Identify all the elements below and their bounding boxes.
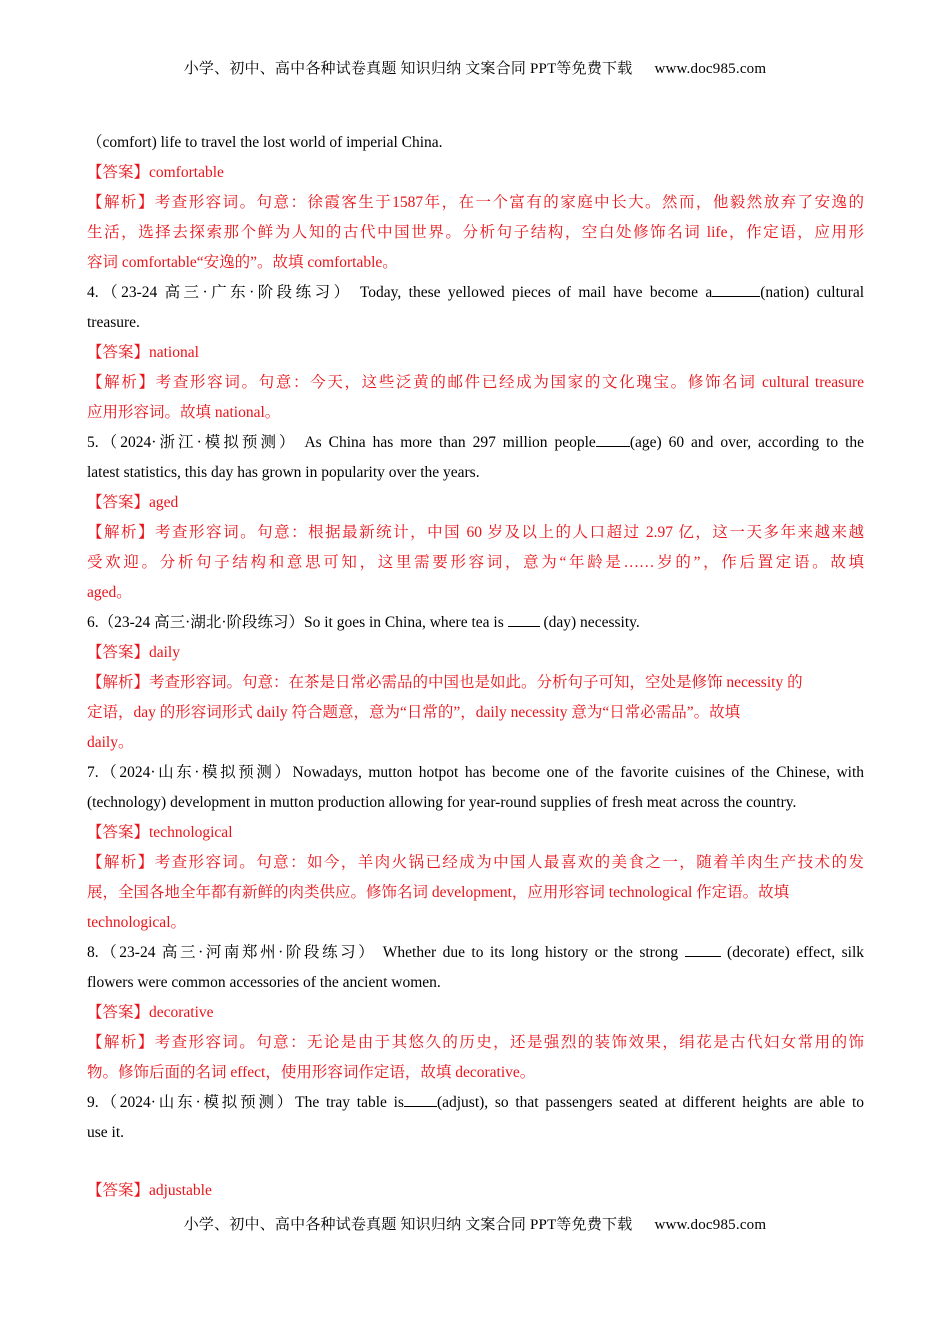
page-content — [87, 128, 864, 1206]
answer-3: 【答案】comfortable — [87, 164, 224, 181]
analysis-5-line-1: 【解析】考查形容词。句意：根据最新统计，中国 60 岁及以上的人口超过 2.97 亿，这一天多年来越来越 — [87, 524, 864, 541]
answer-8: 【答案】decorative — [87, 1004, 214, 1021]
analysis-5-line-2: 受欢迎。分析句子结构和意思可知，这里需要形容词，意为“年龄是……岁的”，作后置定语。故填 — [87, 554, 864, 571]
answer-5: 【答案】aged — [87, 494, 179, 511]
question-9-line-1: 9.（2024·山东·模拟预测）The tray table is (adjust), so that passengers seated at different heights are able to — [87, 1094, 864, 1111]
question-9-line-2: use it. — [87, 1124, 125, 1141]
answer-blank[interactable] — [685, 942, 721, 957]
question-5-line-2: latest statistics, this day has grown in popularity over the years. — [87, 464, 480, 481]
header-text: 小学、初中、高中各种试卷真题 知识归纳 文案合同 PPT等免费下载 — [183, 61, 633, 77]
analysis-5-line-3: aged。 — [87, 584, 132, 601]
analysis-6-line-2: 定语，day 的形容词形式 daily 符合题意，意为“日常的”，daily necessity 意为“日常必需品”。故填 — [87, 704, 741, 721]
header-url[interactable]: www.doc985.com — [654, 61, 767, 77]
question-7-line-1: 7.（2024·山东·模拟预测）Nowadays, mutton hotpot has become one of the favorite cuisines of the Chinese, with — [87, 764, 864, 781]
analysis-7-line-1: 【解析】考查形容词。句意：如今，羊肉火锅已经成为中国人最喜欢的美食之一，随着羊肉生产技术的发 — [87, 854, 864, 871]
footer-text: 小学、初中、高中各种试卷真题 知识归纳 文案合同 PPT等免费下载 — [183, 1217, 633, 1233]
analysis-8-line-2: 物。修饰后面的名词 effect，使用形容词作定语，故填 decorative。 — [87, 1064, 536, 1081]
answer-6: 【答案】daily — [87, 644, 180, 661]
page-header — [0, 57, 950, 78]
question-6-line-1: 6.（23-24 高三·湖北·阶段练习）So it goes in China, where tea is (day) necessity. — [87, 614, 640, 631]
analysis-8-line-1: 【解析】考查形容词。句意：无论是由于其悠久的历史，还是强烈的装饰效果，绢花是古代妇女常用的饰 — [87, 1034, 864, 1051]
question-8-line-1: 8.（23-24 高三·河南郑州·阶段练习） Whether due to its long history or the strong (decorate) effect, silk — [87, 944, 864, 961]
analysis-6-line-3: daily。 — [87, 734, 134, 751]
analysis-3-line-2: 生活，选择去探索那个鲜为人知的古代中国世界。分析句子结构，空白处修饰名词 life，作定语，应用形 — [87, 224, 864, 241]
page-footer — [0, 1213, 950, 1234]
answer-blank[interactable] — [596, 432, 630, 447]
answer-blank[interactable] — [712, 282, 760, 297]
analysis-7-line-2: 展，全国各地全年都有新鲜的肉类供应。修饰名词 development，应用形容词 technological 作定语。故填 — [87, 884, 790, 901]
answer-blank[interactable] — [508, 612, 540, 627]
analysis-3-line-3: 容词 comfortable“安逸的”。故填 comfortable。 — [87, 254, 398, 271]
footer-url[interactable]: www.doc985.com — [654, 1217, 767, 1233]
question-4-line-2: treasure. — [87, 314, 140, 331]
spacer — [87, 1148, 864, 1176]
question-4-line-1: 4.（23-24 高三·广东·阶段练习） Today, these yellowed pieces of mail have become a (nation) cultural — [87, 284, 864, 301]
analysis-4-line-1: 【解析】考查形容词。句意：今天，这些泛黄的邮件已经成为国家的文化瑰宝。修饰名词 cultural treasure — [87, 374, 864, 391]
answer-blank[interactable] — [404, 1092, 437, 1107]
analysis-7-line-3: technological。 — [87, 914, 186, 931]
analysis-4-line-2: 应用形容词。故填 national。 — [87, 404, 281, 421]
analysis-6-line-1: 【解析】考查形容词。句意：在茶是日常必需品的中国也是如此。分析句子可知，空处是修饰 necessity 的 — [87, 674, 803, 691]
answer-9: 【答案】adjustable — [87, 1182, 212, 1199]
question-3-text-end: （comfort) life to travel the lost world of imperial China. — [87, 134, 443, 151]
answer-7: 【答案】technological — [87, 824, 233, 841]
answer-4: 【答案】national — [87, 344, 199, 361]
question-5-line-1: 5.（2024·浙江·模拟预测） As China has more than 297 million people (age) 60 and over, according to the — [87, 434, 864, 451]
question-7-line-2: (technology) development in mutton production allowing for year-round supplies of fresh meat across the country. — [87, 794, 797, 811]
analysis-3-line-1: 【解析】考查形容词。句意：徐霞客生于1587年，在一个富有的家庭中长大。然而，他毅然放弃了安逸的 — [87, 194, 864, 211]
question-8-line-2: flowers were common accessories of the ancient women. — [87, 974, 441, 991]
